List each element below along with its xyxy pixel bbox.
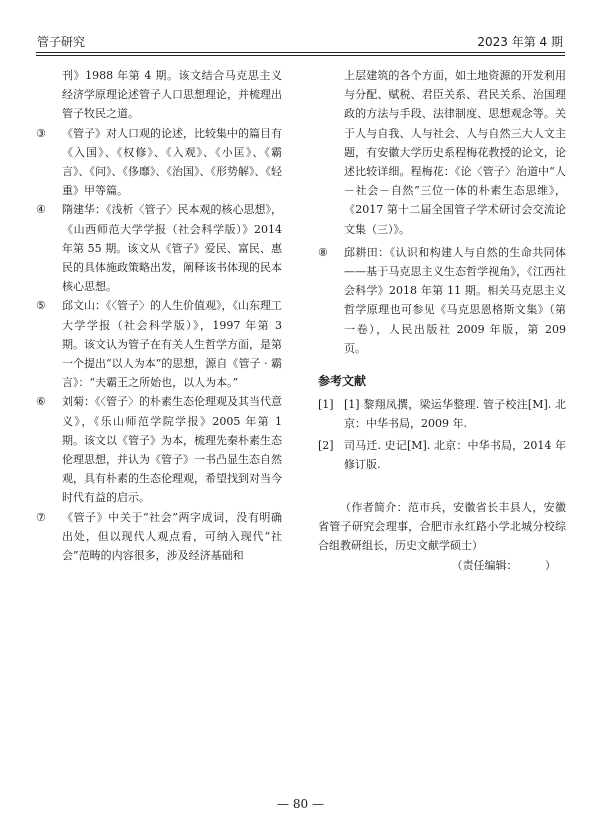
note-continuation: 刊》1988 年第 4 期。该文结合马克思主义经济学原理论述管子人口思想理论，并梳理出管子牧民之道。	[62, 69, 282, 121]
endnote-number: ④	[36, 203, 46, 217]
header-rule-thin	[36, 55, 565, 56]
endnote-4	[36, 200, 282, 296]
endnote-7	[36, 508, 282, 566]
endnote-number: ③	[36, 126, 46, 140]
page-number: — 80 —	[277, 797, 324, 811]
reference-text: [1] 黎翔凤撰，梁运华整理. 管子校注[M]. 北京：中华书局，2009 年.	[344, 398, 566, 431]
journal-name: 管子研究	[37, 35, 86, 49]
reference-text: 司马迁. 史记[M]. 北京：中华书局，2014 年修订版.	[344, 438, 566, 471]
editor-line: （责任编辑： ）	[451, 558, 556, 572]
endnote-text: 邱文山：《〈管子〉的人生价值观》，《山东理工大学学报（社会科学版）》，1997 年第 3 期。该文认为管子在有关人生哲学方面，是第一个提出“以人为本”的思想，源自《管子 · 霸言》：“夫霸王之所始也，以人为本。”	[62, 299, 282, 390]
header-rule	[36, 52, 565, 53]
endnote-number: ⑦	[36, 510, 46, 524]
left-column	[36, 66, 282, 565]
endnote-text: 隋建华：《浅析〈管子〉民本观的核心思想》，《山西师范大学学报（社会科学版）》2014 年第 55 期。该文从《管子》爱民、富民、惠民的具体施政策略出发，阐释该书体现的民本核心思想。	[62, 203, 282, 294]
author-bio: （作者简介：范市兵，安徽省长丰县人，安徽省管子研究会理事，合肥市永红路小学北城分校综合组教研组长，历史文献学硕士）	[318, 501, 566, 553]
note-continuation: 上层建筑的各个方面，如土地资源的开发利用与分配、赋税、君臣关系、君民关系、治国理政的方法与手段、法律制度、思想观念等。关于人与自我、人与社会、人与自然三大人文主题，有安徽大学历史系程梅花教授的论文，论述比较详细。程梅花：《论〈管子〉治道中“人－社会－自然”三位一体的朴素生态思维》，《2017 第十二届全国管子学术研讨会交流论文集（三）》。	[344, 69, 566, 236]
reference-number: [2]	[318, 438, 334, 452]
references-heading: 参考文献	[318, 374, 367, 389]
endnote-text: 邱耕田：《认识和构建人与自然的生命共同体——基于马克思主义生态哲学视角》，《江西社会科学》2018 年第 11 期。相关马克思主义哲学原理也可参见《马克思恩格斯文集》（第一卷），人民出版社 2009 年版，第 209 页。	[344, 245, 566, 355]
reference-number: [1]	[318, 398, 334, 412]
endnote-text: 刘菊：《〈管子〉的朴素生态伦理观及其当代意义》，《乐山师范学院学报》2005 年第 1 期。该文以《管子》为本，梳理先秦朴素生态伦理思想，并认为《管子》一书凸显生态自然观，具有朴素的生态伦理观，希望找到对当今时代有益的启示。	[62, 395, 282, 505]
endnote-text: 《管子》对人口观的论述，比较集中的篇目有《入国》、《权修》、《入观》、《小匡》、《霸言》、《问》、《侈靡》、《治国》、《形势解》、《轻重》甲等篇。	[62, 126, 282, 198]
reference-item	[318, 395, 566, 433]
endnote-number: ⑧	[318, 245, 328, 259]
endnote-number: ⑥	[36, 395, 46, 409]
endnote-6	[36, 392, 282, 507]
endnote-5	[36, 296, 282, 392]
right-column	[318, 66, 566, 575]
endnote-number: ⑤	[36, 299, 46, 313]
endnote-3	[36, 124, 282, 201]
reference-item	[318, 436, 566, 474]
endnote-text: 《管子》中关于“社会”两字成词，没有明确出处，但以现代人观点看，可纳入现代“社会”范畴的内容很多，涉及经济基础和	[62, 510, 282, 563]
endnote-8	[318, 243, 566, 358]
issue-label: 2023 年第 4 期	[477, 35, 563, 49]
